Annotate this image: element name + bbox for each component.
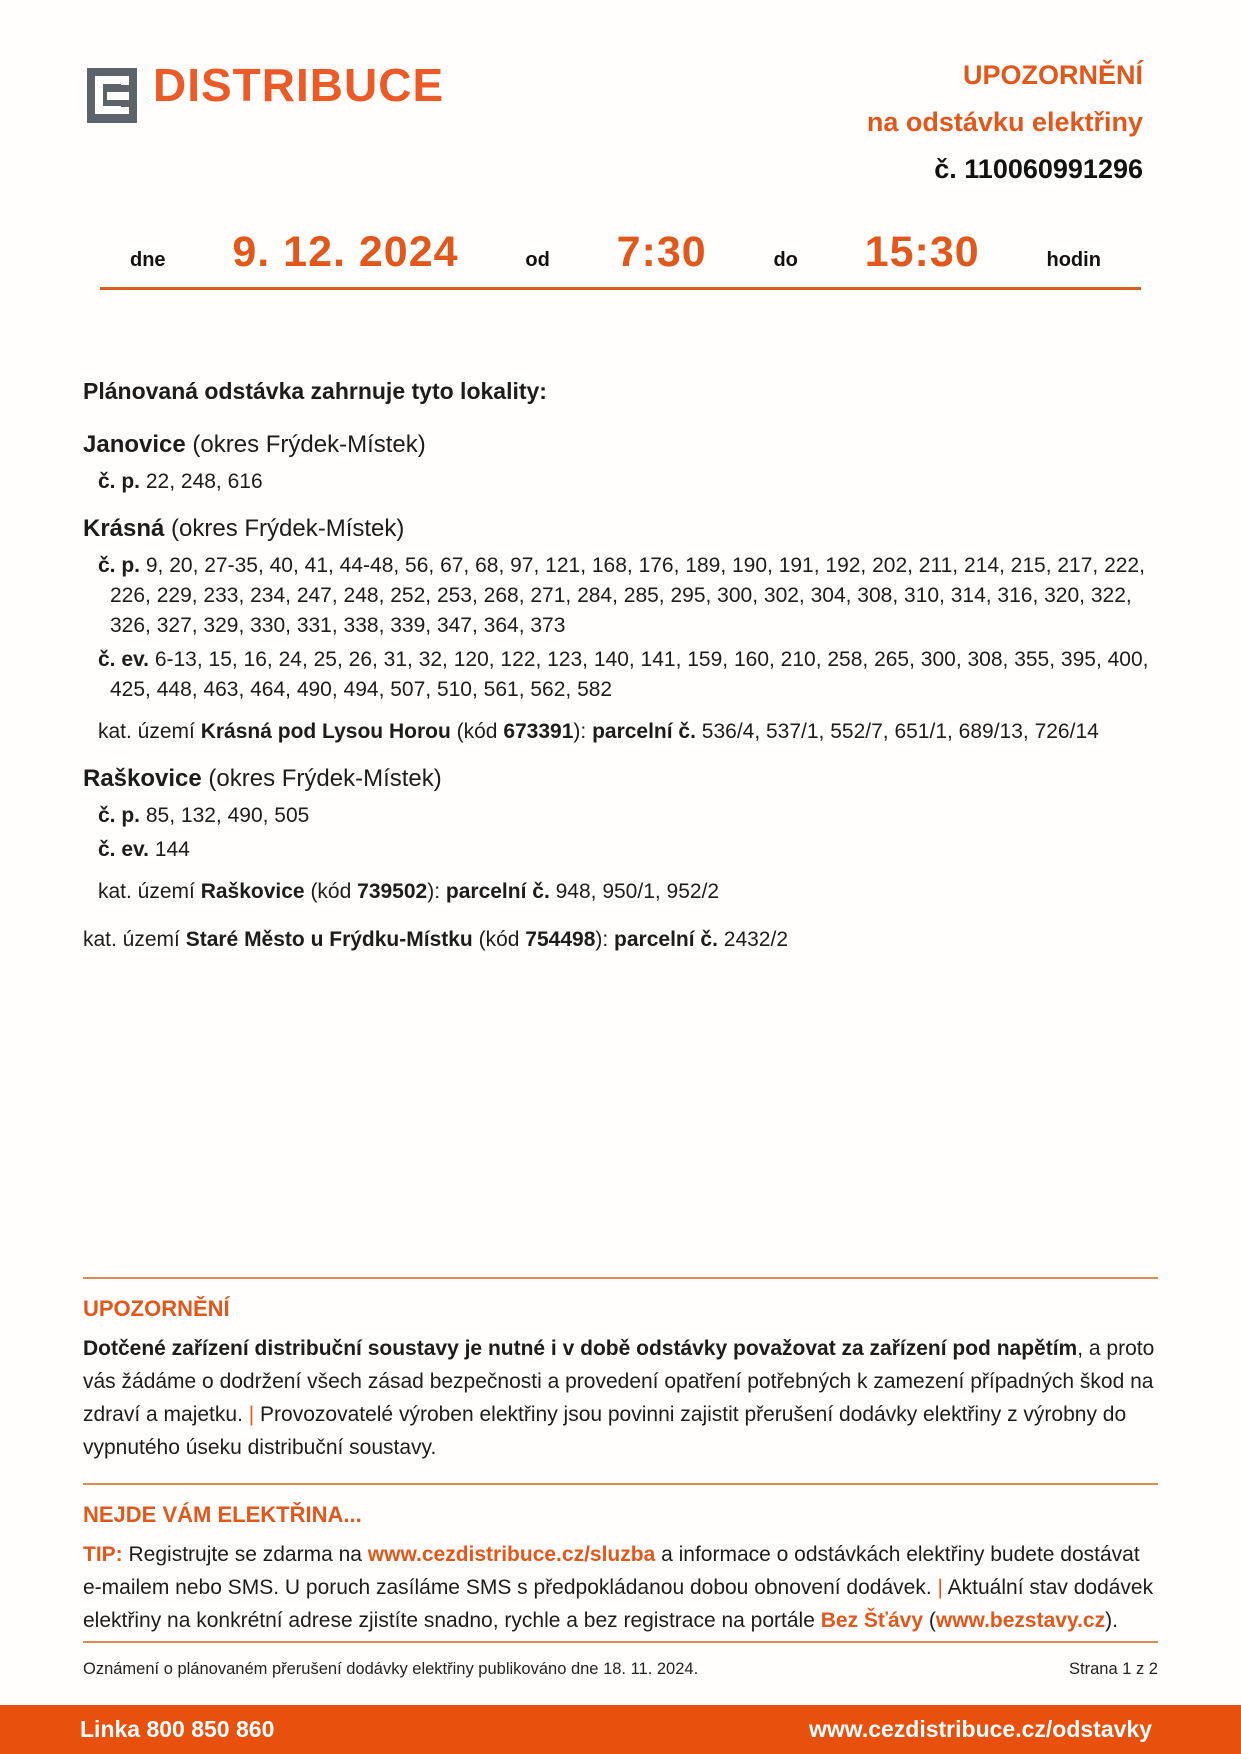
plan-heading: Plánovaná odstávka zahrnuje tyto lokality: (83, 378, 547, 404)
help-paragraph (83, 1538, 1158, 1637)
text-segment: 673391 (503, 720, 574, 743)
text-segment: 536/4, 537/1, 552/7, 651/1, 689/13, 726/14 (695, 720, 1099, 743)
document-title (867, 52, 1143, 193)
text-segment: parcelní č. (614, 928, 718, 951)
text-segment: č. ev. (98, 648, 155, 671)
section-divider (83, 1277, 1158, 1279)
text-segment: , a proto vás žádáme o dodržení všech zásad bezpečnosti a provedení opatření potřebných k zamezení případných škod na zdraví a majetku. (83, 1337, 1155, 1426)
text-segment: 948, 950/1, 952/2 (549, 880, 720, 903)
text-segment: ): (427, 880, 446, 903)
text-segment: č. ev. (98, 838, 155, 861)
text-segment: Staré Město u Frýdku-Místku (185, 928, 473, 951)
locality-raskovice (83, 765, 1158, 907)
text-segment: parcelní č. (592, 720, 696, 743)
text-segment: č. p. (98, 554, 146, 577)
text-segment: (kód (304, 880, 358, 903)
text-segment: kat. území (83, 928, 186, 951)
cadastre-row (98, 877, 1158, 907)
cez-logo-gap (121, 100, 129, 107)
text-segment: | (937, 1576, 943, 1599)
text-segment: TIP: (83, 1543, 123, 1566)
publication-note: Oznámení o plánovaném přerušení dodávky elektřiny publikováno dne 18. 11. 2024. (83, 1660, 699, 1678)
locality-name (83, 765, 1158, 793)
text-segment: č. p. (98, 470, 146, 493)
locality-name-text: Janovice (83, 431, 186, 458)
hotline-number: Linka 800 850 860 (80, 1716, 275, 1742)
text-segment: | (248, 1403, 255, 1426)
locality-region-text: (okres Frýdek-Místek) (164, 515, 405, 542)
text-segment: 9, 20, 27-35, 40, 41, 44-48, 56, 67, 68, 97, 121, 168, 176, 189, 190, 191, 192, 202, 211, 214, 215, 217, 222, 226, 229, 233, 234, 247, 248, 252, 253, 268, 271, 284, 285, 295, 300, 302, 304, 308, 310, 314, 316, 320, 322, 326, 327, 329, 330, 331, 338, 339, 347, 364, 373 (110, 554, 1145, 637)
title-line-2: na odstávku elektřiny (866, 107, 1143, 137)
text-segment: 144 (154, 838, 190, 861)
schedule-strip (100, 228, 1141, 290)
text-segment: Aktuální stav dodávek elektřiny na konkrétní adrese zjistíte snadno, rychle a bez registrace na portále (83, 1576, 1154, 1632)
text-segment: kat. území (98, 880, 201, 903)
ev-numbers-row (98, 835, 1158, 865)
from-time: 7:30 (616, 228, 707, 276)
footer-note-row (83, 1660, 1158, 1679)
info-sections (83, 1277, 1158, 1637)
date-label: dne (130, 249, 166, 271)
warning-paragraph (83, 1332, 1158, 1464)
localities-section (83, 378, 1158, 955)
house-numbers-row (98, 467, 1158, 497)
text-segment: a informace o odstávkách elektřiny budete dostávat e-mailem nebo SMS. U poruch zasíláme SMS s předpokládanou dobou obnovení dodávek. (83, 1543, 1140, 1599)
locality-name (83, 515, 1158, 543)
text-segment: ( (923, 1609, 936, 1632)
text-segment: Registrujte se zdarma na (122, 1543, 368, 1566)
text-segment: ): (573, 720, 593, 743)
locality-janovice (83, 431, 1158, 497)
cez-logo-gap (121, 85, 129, 92)
text-segment: ). (1105, 1609, 1118, 1632)
footer-divider (83, 1641, 1158, 1643)
locality-krasna (83, 515, 1158, 747)
inline-link[interactable]: www.bezstavy.cz (935, 1609, 1106, 1632)
text-segment: Provozovatelé výroben elektřiny jsou povinni zajistit přerušení dodávky elektřiny z výrobny do vypnutého úseku distribuční soustavy. (83, 1403, 1127, 1459)
title-line-1: UPOZORNĚNÍ (962, 60, 1143, 90)
help-heading: NEJDE VÁM ELEKTŘINA... (83, 1502, 362, 1527)
from-label: od (525, 249, 550, 271)
cez-logo-icon (87, 68, 137, 123)
text-segment: 739502 (357, 880, 428, 903)
text-segment: Dotčené zařízení distribuční soustavy je nutné i v době odstávky považovat za zařízení pod napětím (83, 1337, 1078, 1360)
text-segment: Krásná pod Lysou Horou (200, 720, 451, 743)
notice-number: č. 110060991296 (934, 154, 1143, 184)
inline-link[interactable]: Bez Šťávy (820, 1609, 924, 1632)
section-divider (83, 1483, 1158, 1485)
text-segment: 85, 132, 490, 505 (145, 804, 310, 827)
locality-name (83, 431, 1158, 459)
outages-url: www.cezdistribuce.cz/odstavky (809, 1716, 1152, 1742)
footer-bar (0, 1705, 1241, 1754)
text-segment: 22, 248, 616 (145, 470, 263, 493)
text-segment: (kód (450, 720, 504, 743)
page-indicator: Strana 1 z 2 (1069, 1660, 1158, 1678)
text-segment: 754498 (525, 928, 596, 951)
to-time: 15:30 (864, 228, 980, 276)
text-segment: Raškovice (200, 880, 305, 903)
ev-numbers-row (98, 645, 1158, 705)
cadastre-row (98, 717, 1158, 747)
to-label: do (773, 249, 798, 271)
cadastre-stare-mesto-row (83, 925, 1158, 955)
text-segment: (kód (472, 928, 526, 951)
cez-logo-bar (107, 92, 129, 100)
locality-name-text: Raškovice (83, 765, 202, 792)
text-segment: č. p. (98, 804, 146, 827)
text-segment: ): (595, 928, 615, 951)
locality-region-text: (okres Frýdek-Místek) (201, 765, 442, 792)
inline-link[interactable]: www.cezdistribuce.cz/sluzba (367, 1543, 656, 1566)
house-numbers-row (98, 551, 1158, 641)
hours-label: hodin (1046, 249, 1101, 271)
brand-wordmark: DISTRIBUCE (153, 59, 445, 111)
text-segment: 2432/2 (717, 928, 789, 951)
text-segment: kat. území (98, 720, 201, 743)
locality-region-text: (okres Frýdek-Místek) (185, 431, 426, 458)
text-segment: parcelní č. (445, 880, 550, 903)
house-numbers-row (98, 801, 1158, 831)
text-segment: 6-13, 15, 16, 24, 25, 26, 31, 32, 120, 122, 123, 140, 141, 159, 160, 210, 258, 265, 300, 308, 355, 395, 400, 425, 448, 463, 464, 490, 494, 507, 510, 561, 562, 582 (110, 648, 1149, 701)
warning-heading: UPOZORNĚNÍ (83, 1296, 230, 1321)
outage-date: 9. 12. 2024 (232, 228, 459, 276)
locality-name-text: Krásná (83, 515, 165, 542)
